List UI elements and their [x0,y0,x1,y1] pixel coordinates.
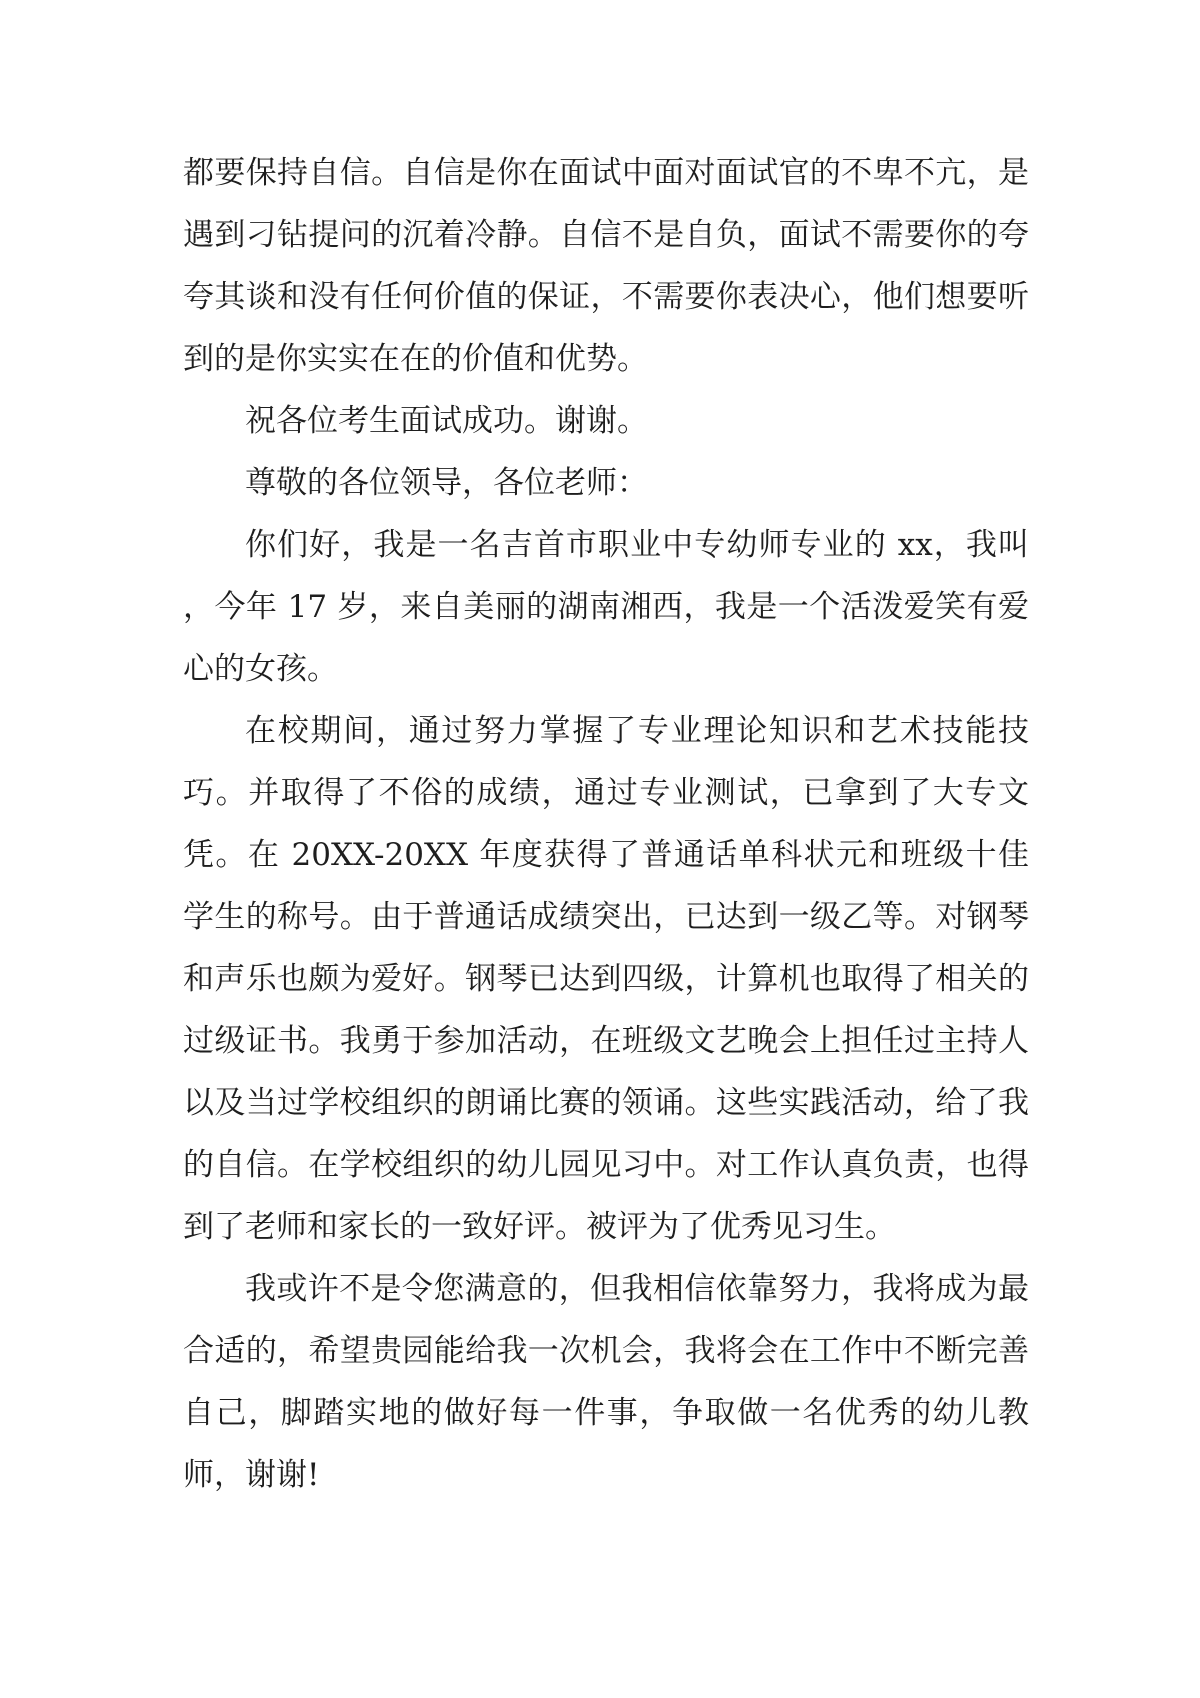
paragraph-school-achievements: 在校期间，通过努力掌握了专业理论知识和艺术技能技巧。并取得了不俗的成绩，通过专业测试，已拿到了大专文凭。在 20XX-20XX 年度获得了普通话单科状元和班级十佳学生的称号。由于普通话成绩突出，已达到一级乙等。对钢琴和声乐也颇为爱好。钢琴已达到四级，计算机也取得了相关的过级证书。我勇于参加活动，在班级文艺晚会上担任过主持人以及当过学校组织的朗诵比赛的领诵。这些实践活动，给了我的自信。在学校组织的幼儿园见习中。对工作认真负责，也得到了老师和家长的一致好评。被评为了优秀见习生。 [183,713,1029,1245]
paragraph-closing-wishes: 祝各位考生面试成功。谢谢。 [245,403,648,439]
paragraph-salutation: 尊敬的各位领导，各位老师： [245,465,648,501]
paragraph-conclusion: 我或许不是令您满意的，但我相信依靠努力，我将成为最合适的，希望贵园能给我一次机会，我将会在工作中不断完善自己，脚踏实地的做好每一件事，争取做一名优秀的幼儿教师，谢谢! [183,1271,1029,1493]
paragraph-self-confidence: 都要保持自信。自信是你在面试中面对面试官的不卑不亢，是遇到刁钻提问的沉着冷静。自信不是自负，面试不需要你的夸夸其谈和没有任何价值的保证，不需要你表决心，他们想要听到的是你实实在在的价值和优势。 [183,155,1029,377]
paragraph-introduction: 你们好，我是一名吉首市职业中专幼师专业的 xx，我叫 ，今年 17 岁，来自美丽的湖南湘西，我是一个活泼爱笑有爱心的女孩。 [183,527,1029,687]
document-body [183,142,1029,1506]
